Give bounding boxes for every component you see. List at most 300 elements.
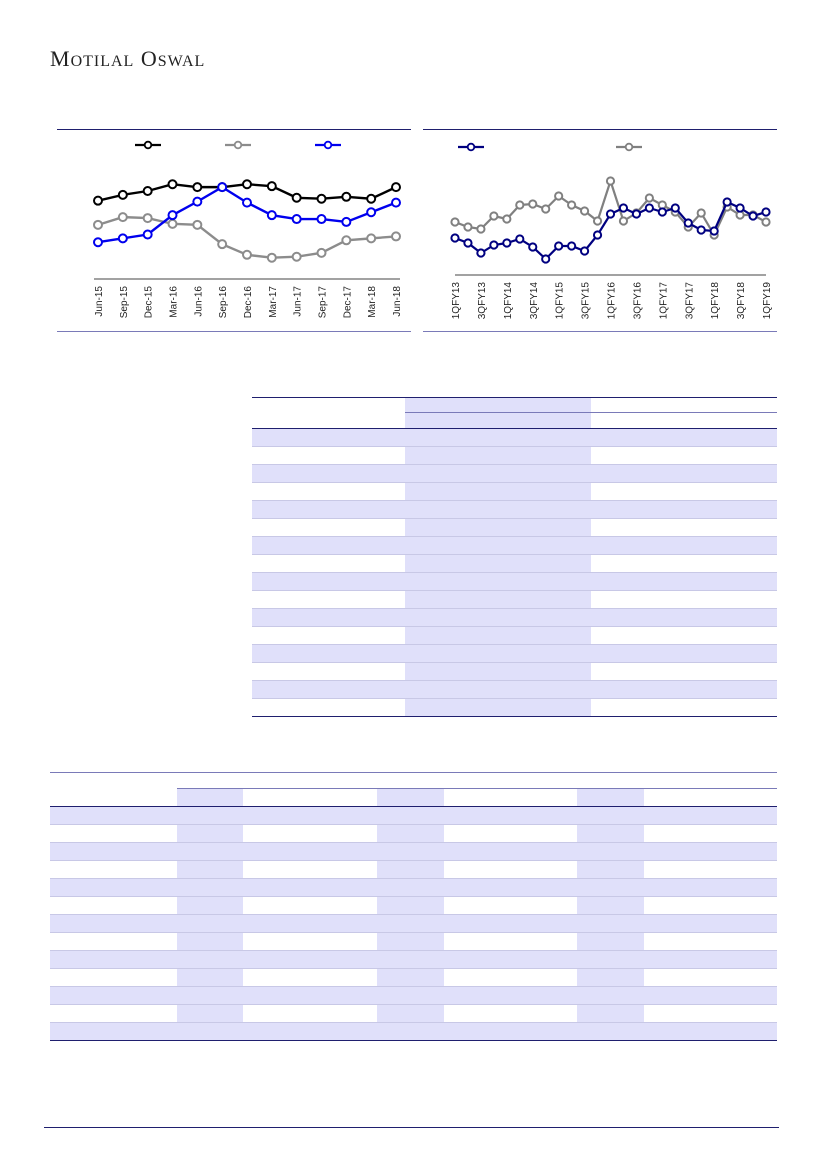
- data-point: [762, 208, 769, 215]
- table-cell: [444, 933, 510, 951]
- data-point: [169, 220, 177, 228]
- table-row: [252, 573, 777, 591]
- series-line-2: [455, 181, 766, 235]
- data-point: [268, 211, 276, 219]
- data-point: [711, 227, 718, 234]
- data-point: [672, 204, 679, 211]
- table-cell: [715, 663, 777, 681]
- table-cell: [377, 987, 444, 1005]
- table-cell: [50, 807, 177, 825]
- table-cell: [644, 825, 711, 843]
- table-cell: [591, 645, 653, 663]
- data-point: [568, 201, 575, 208]
- table-cell: [444, 879, 510, 897]
- table-row: [50, 843, 777, 861]
- table-cell: [243, 951, 310, 969]
- data-point: [169, 211, 177, 219]
- table-cell: [591, 501, 653, 519]
- table-cell: [252, 591, 405, 609]
- table-cell: [310, 933, 377, 951]
- table-cell: [577, 987, 644, 1005]
- x-tick-label: 3QFY14: [528, 282, 540, 320]
- data-point: [464, 223, 471, 230]
- table-row: [252, 627, 777, 645]
- table-cell: [177, 987, 243, 1005]
- table-cell: [653, 555, 715, 573]
- table-cell: [715, 555, 777, 573]
- left-line-chart: [60, 132, 403, 332]
- legend-marker-2: [616, 144, 642, 151]
- data-point: [542, 255, 549, 262]
- table-cell: [377, 951, 444, 969]
- table-cell: [711, 1005, 777, 1023]
- table-cell: [243, 879, 310, 897]
- table-cell: [711, 1023, 777, 1041]
- data-point: [762, 218, 769, 225]
- table-row: [252, 429, 777, 447]
- table-cell: [591, 537, 653, 555]
- data-point: [451, 234, 458, 241]
- table-cell: [310, 861, 377, 879]
- data-point: [594, 231, 601, 238]
- table-row: [252, 663, 777, 681]
- table-cell: [644, 897, 711, 915]
- table-cell: [711, 843, 777, 861]
- data-point: [367, 234, 375, 242]
- table-cell: [711, 969, 777, 987]
- brand-logo: MOTILAL OSWAL: [50, 46, 206, 71]
- table-cell: [510, 951, 577, 969]
- table-cell: [177, 807, 243, 825]
- table-cell: [577, 1005, 644, 1023]
- data-point: [392, 199, 400, 207]
- table-row: [252, 591, 777, 609]
- table-cell: [577, 897, 644, 915]
- table-cell: [577, 807, 644, 825]
- table-cell: [177, 843, 243, 861]
- data-point: [293, 194, 301, 202]
- table-cell: [444, 969, 510, 987]
- table-cell: [591, 609, 653, 627]
- table-cell: [653, 645, 715, 663]
- table-cell: [715, 645, 777, 663]
- table-cell: [715, 699, 777, 717]
- table-cell: [50, 843, 177, 861]
- table-cell: [252, 501, 405, 519]
- table-cell: [405, 591, 591, 609]
- data-point: [542, 205, 549, 212]
- data-point: [193, 198, 201, 206]
- x-tick-label: Dec-17: [342, 286, 354, 319]
- x-tick-label: Jun-17: [292, 286, 304, 317]
- table-cell: [50, 951, 177, 969]
- table-cell: [252, 573, 405, 591]
- table-cell: [177, 861, 243, 879]
- data-point: [342, 236, 350, 244]
- data-point: [268, 182, 276, 190]
- table-row: [50, 807, 777, 825]
- x-tick-label: 1QFY13: [451, 282, 462, 320]
- table-cell: [644, 915, 711, 933]
- table-cell: [591, 591, 653, 609]
- data-point: [243, 180, 251, 188]
- x-tick-label: Sep-16: [218, 286, 230, 319]
- table-cell: [715, 681, 777, 699]
- table-cell: [377, 825, 444, 843]
- x-tick-label: 1QFY15: [554, 282, 566, 320]
- table-cell: [405, 681, 591, 699]
- table-cell: [243, 915, 310, 933]
- table-cell: [444, 897, 510, 915]
- data-point: [94, 238, 102, 246]
- table-cell: [644, 987, 711, 1005]
- data-point: [594, 217, 601, 224]
- table-cell: [711, 897, 777, 915]
- table-cell: [50, 1023, 177, 1041]
- data-point: [724, 198, 731, 205]
- legend-marker-2: [225, 142, 251, 149]
- table2-header-shade-1: [177, 789, 243, 806]
- table-cell: [50, 987, 177, 1005]
- table-row: [50, 933, 777, 951]
- table-cell: [711, 861, 777, 879]
- table-cell: [50, 861, 177, 879]
- data-point: [477, 225, 484, 232]
- x-tick-label: 3QFY18: [736, 282, 748, 320]
- table-cell: [711, 879, 777, 897]
- table2-header-shade-3: [577, 789, 644, 806]
- table-cell: [243, 861, 310, 879]
- table-cell: [405, 573, 591, 591]
- x-tick-label: 1QFY14: [502, 282, 514, 320]
- table-cell: [715, 447, 777, 465]
- table-cell: [243, 987, 310, 1005]
- table-cell: [177, 969, 243, 987]
- legend-marker-1: [135, 142, 161, 149]
- table-cell: [653, 429, 715, 447]
- table-cell: [243, 897, 310, 915]
- data-point: [318, 215, 326, 223]
- table-cell: [644, 1023, 711, 1041]
- table-cell: [310, 951, 377, 969]
- table-cell: [177, 951, 243, 969]
- table-cell: [50, 969, 177, 987]
- table-cell: [377, 915, 444, 933]
- table-cell: [591, 555, 653, 573]
- data-point: [119, 191, 127, 199]
- table-cell: [591, 663, 653, 681]
- table-cell: [310, 1005, 377, 1023]
- table-cell: [252, 681, 405, 699]
- table-cell: [444, 987, 510, 1005]
- table-cell: [252, 663, 405, 681]
- data-point: [293, 253, 301, 261]
- data-point: [367, 195, 375, 203]
- table-cell: [243, 1023, 310, 1041]
- table-cell: [715, 501, 777, 519]
- table-row: [50, 897, 777, 915]
- table-row: [50, 1005, 777, 1023]
- table-cell: [653, 501, 715, 519]
- table-cell: [510, 1005, 577, 1023]
- table-cell: [591, 699, 653, 717]
- table-cell: [577, 825, 644, 843]
- data-point: [646, 204, 653, 211]
- data-point: [503, 239, 510, 246]
- table-row: [50, 879, 777, 897]
- table2-body: [50, 807, 777, 1041]
- table-cell: [510, 825, 577, 843]
- table-cell: [310, 1023, 377, 1041]
- table-cell: [310, 915, 377, 933]
- table2-subheader-rule: [177, 788, 777, 789]
- table-cell: [405, 699, 591, 717]
- legend-marker-3: [315, 142, 341, 149]
- x-tick-label: Dec-16: [243, 286, 254, 319]
- data-point: [193, 183, 201, 191]
- data-point: [581, 247, 588, 254]
- data-point: [243, 199, 251, 207]
- table-cell: [577, 969, 644, 987]
- x-tick-label: Dec-15: [143, 286, 155, 319]
- data-point: [516, 235, 523, 242]
- x-tick-label: 1QFY16: [606, 282, 618, 320]
- table-cell: [577, 1023, 644, 1041]
- table-cell: [405, 645, 591, 663]
- right-chart-top-rule: [423, 129, 777, 130]
- table-cell: [644, 879, 711, 897]
- data-point: [94, 221, 102, 229]
- data-point: [620, 217, 627, 224]
- table2-header-shade-2: [377, 789, 444, 806]
- data-point: [119, 213, 127, 221]
- table-cell: [591, 447, 653, 465]
- data-point: [218, 240, 226, 248]
- table-cell: [50, 879, 177, 897]
- table-cell: [644, 807, 711, 825]
- table-cell: [715, 429, 777, 447]
- table-cell: [252, 537, 405, 555]
- x-tick-label: 3QFY15: [580, 282, 592, 320]
- data-point: [451, 218, 458, 225]
- table-cell: [644, 843, 711, 861]
- table-cell: [653, 663, 715, 681]
- data-point: [169, 180, 177, 188]
- table-cell: [510, 861, 577, 879]
- table-cell: [243, 933, 310, 951]
- table-cell: [50, 915, 177, 933]
- table-cell: [591, 627, 653, 645]
- table-cell: [177, 825, 243, 843]
- table-cell: [377, 1023, 444, 1041]
- x-tick-label: Mar-18: [367, 286, 379, 318]
- table-cell: [644, 969, 711, 987]
- table-cell: [444, 807, 510, 825]
- table-cell: [50, 933, 177, 951]
- table-cell: [444, 1023, 510, 1041]
- table-cell: [252, 447, 405, 465]
- table-row: [252, 681, 777, 699]
- data-point: [736, 204, 743, 211]
- table-row: [252, 447, 777, 465]
- table-row: [50, 951, 777, 969]
- data-point: [698, 226, 705, 233]
- table-cell: [644, 951, 711, 969]
- table-cell: [405, 429, 591, 447]
- table-cell: [653, 573, 715, 591]
- table-cell: [177, 879, 243, 897]
- table-cell: [510, 915, 577, 933]
- data-point: [490, 241, 497, 248]
- table-cell: [177, 1023, 243, 1041]
- table-row: [252, 537, 777, 555]
- table-cell: [405, 519, 591, 537]
- table-cell: [444, 861, 510, 879]
- table-cell: [252, 627, 405, 645]
- table-cell: [591, 573, 653, 591]
- x-tick-label: Jun-16: [193, 286, 205, 317]
- data-point: [119, 234, 127, 242]
- table1-body: [252, 429, 777, 717]
- data-point: [568, 242, 575, 249]
- data-point: [555, 242, 562, 249]
- table-cell: [577, 951, 644, 969]
- table-cell: [177, 1005, 243, 1023]
- table-cell: [653, 681, 715, 699]
- data-point: [607, 210, 614, 217]
- table-cell: [243, 807, 310, 825]
- table-cell: [377, 969, 444, 987]
- table-cell: [405, 501, 591, 519]
- table-cell: [444, 915, 510, 933]
- table1-subheader-shade: [405, 413, 591, 428]
- table-cell: [591, 429, 653, 447]
- table-cell: [252, 645, 405, 663]
- x-tick-label: Mar-16: [168, 286, 180, 318]
- table-cell: [653, 519, 715, 537]
- table-cell: [377, 897, 444, 915]
- table-cell: [252, 429, 405, 447]
- table-cell: [252, 519, 405, 537]
- table-cell: [577, 915, 644, 933]
- table1-header-group-shade: [405, 398, 591, 412]
- data-point: [685, 219, 692, 226]
- table-cell: [177, 915, 243, 933]
- data-point: [646, 194, 653, 201]
- table-cell: [591, 483, 653, 501]
- table-cell: [510, 807, 577, 825]
- table-cell: [405, 537, 591, 555]
- data-point: [659, 208, 666, 215]
- table-cell: [711, 825, 777, 843]
- x-tick-label: Jun-18: [392, 286, 403, 317]
- data-point: [555, 192, 562, 199]
- table-cell: [377, 933, 444, 951]
- data-point: [144, 187, 152, 195]
- table-cell: [310, 879, 377, 897]
- table-cell: [405, 609, 591, 627]
- right-line-chart: [426, 132, 773, 332]
- table-cell: [405, 483, 591, 501]
- table-cell: [591, 465, 653, 483]
- table-cell: [444, 951, 510, 969]
- table-cell: [405, 465, 591, 483]
- data-point: [94, 197, 102, 205]
- table-cell: [252, 699, 405, 717]
- table-cell: [444, 843, 510, 861]
- x-tick-label: Jun-15: [94, 286, 105, 317]
- data-point: [464, 239, 471, 246]
- data-point: [243, 251, 251, 259]
- data-point: [392, 232, 400, 240]
- table-row: [50, 969, 777, 987]
- table-cell: [644, 861, 711, 879]
- table-cell: [310, 843, 377, 861]
- data-point: [318, 249, 326, 257]
- table-row: [50, 861, 777, 879]
- data-point: [749, 212, 756, 219]
- data-point: [367, 208, 375, 216]
- x-tick-label: 3QFY17: [684, 282, 696, 320]
- table-cell: [405, 447, 591, 465]
- table-cell: [653, 465, 715, 483]
- legend-marker-1: [458, 144, 484, 151]
- table-cell: [591, 681, 653, 699]
- table2-top-rule: [50, 772, 777, 773]
- table-row: [252, 483, 777, 501]
- data-point: [503, 215, 510, 222]
- table-cell: [577, 933, 644, 951]
- data-point: [581, 207, 588, 214]
- table-cell: [653, 537, 715, 555]
- data-point: [516, 201, 523, 208]
- table-cell: [310, 969, 377, 987]
- table-row: [252, 699, 777, 717]
- table-cell: [377, 861, 444, 879]
- table-cell: [711, 951, 777, 969]
- data-point: [633, 210, 640, 217]
- table-cell: [510, 897, 577, 915]
- left-chart-top-rule: [57, 129, 411, 130]
- table-row: [252, 519, 777, 537]
- table-cell: [653, 609, 715, 627]
- table-cell: [50, 1005, 177, 1023]
- table-cell: [444, 825, 510, 843]
- table-cell: [444, 1005, 510, 1023]
- table-cell: [510, 879, 577, 897]
- table-row: [50, 915, 777, 933]
- table-cell: [510, 933, 577, 951]
- table-cell: [715, 609, 777, 627]
- table-cell: [243, 969, 310, 987]
- table-row: [252, 555, 777, 573]
- data-point: [144, 231, 152, 239]
- table-cell: [510, 987, 577, 1005]
- table-cell: [243, 825, 310, 843]
- data-point: [318, 195, 326, 203]
- table-cell: [310, 825, 377, 843]
- table-cell: [591, 519, 653, 537]
- table-cell: [711, 987, 777, 1005]
- x-tick-label: 1QFY17: [658, 282, 670, 320]
- x-tick-label: 3QFY13: [476, 282, 488, 320]
- x-tick-label: Mar-17: [267, 286, 279, 318]
- table-cell: [653, 699, 715, 717]
- table-cell: [644, 1005, 711, 1023]
- table-cell: [252, 465, 405, 483]
- table-cell: [50, 825, 177, 843]
- data-point: [607, 177, 614, 184]
